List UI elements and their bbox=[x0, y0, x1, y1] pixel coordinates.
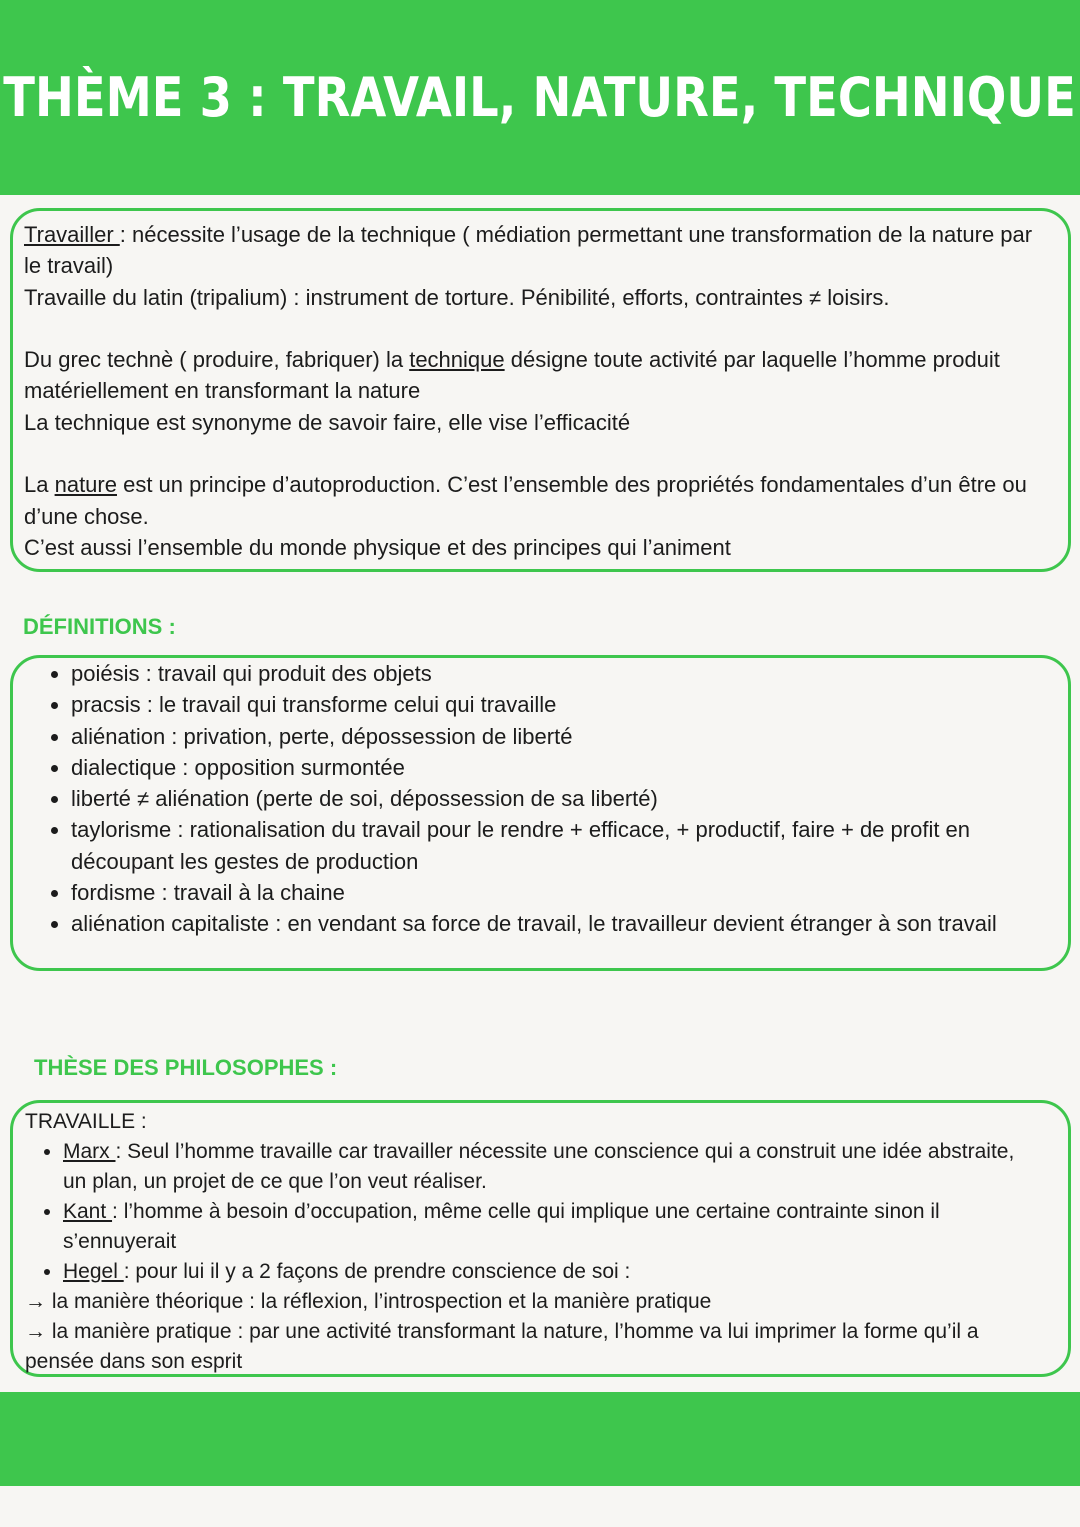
arrow-line: → la manière pratique : par une activité transformant la nature, l’homme va lui imprimer la forme qu’il a pensée dans son esprit bbox=[25, 1320, 979, 1373]
philosophers-list bbox=[25, 1137, 1038, 1287]
intro-paragraph-savoir-faire: La technique est synonyme de savoir faire, elle vise l’efficacité bbox=[24, 409, 631, 435]
theses-subheading: TRAVAILLE : bbox=[25, 1110, 147, 1133]
intro-text: est un principe d’autoproduction. C’est l’ensemble des propriétés fondamentales d’un être ou d’une chose. bbox=[24, 472, 1027, 529]
list-item: • poiésis : travail qui produit des objets bbox=[71, 658, 1054, 689]
list-item: • taylorisme : rationalisation du travail pour le rendre + efficace, + productif, faire + de profit en découpant les gestes de production bbox=[71, 814, 1054, 877]
philosopher-thesis: : pour lui il y a 2 façons de prendre conscience de soi : bbox=[123, 1260, 631, 1283]
intro-box bbox=[10, 208, 1071, 572]
list-item bbox=[63, 1197, 1038, 1257]
list-item: • pracsis : le travail qui transforme celui qui travaille bbox=[71, 689, 1054, 720]
intro-paragraph-monde: C’est aussi l’ensemble du monde physique et des principes qui l’animent bbox=[24, 534, 731, 560]
list-item bbox=[63, 1137, 1038, 1197]
list-item: • dialectique : opposition surmontée bbox=[71, 752, 1054, 783]
philosopher-thesis: : Seul l’homme travaille car travailler nécessite une conscience qui a construit une idée abstraite, un plan, un projet de ce que l’on veut réaliser. bbox=[63, 1140, 1015, 1193]
definitions-list bbox=[13, 658, 1054, 940]
title-banner bbox=[0, 0, 1080, 195]
intro-text: désigne toute activité par laquelle l’homme produit matériellement en transformant la nature bbox=[24, 347, 1000, 404]
philosopher-name: Hegel bbox=[63, 1260, 124, 1283]
term-technique: technique bbox=[409, 347, 505, 373]
definitions-heading: DÉFINITIONS : bbox=[23, 614, 176, 639]
intro-paragraph-technique bbox=[24, 344, 1048, 407]
philosopher-thesis: : l’homme à besoin d’occupation, même celle qui implique une certaine contrainte sinon il s’ennuyerait bbox=[63, 1200, 940, 1253]
arrow-line: → la manière théorique : la réflexion, l’introspection et la manière pratique bbox=[25, 1290, 712, 1313]
list-item: • liberté ≠ aliénation (perte de soi, dépossession de sa liberté) bbox=[71, 783, 1054, 814]
theses-box bbox=[10, 1100, 1071, 1377]
intro-paragraph-travailler bbox=[24, 219, 1048, 282]
definitions-box bbox=[10, 655, 1071, 971]
list-item bbox=[63, 1257, 1038, 1287]
list-item: • fordisme : travail à la chaine bbox=[71, 877, 1054, 908]
theses-heading: THÈSE DES PHILOSOPHES : bbox=[34, 1055, 338, 1080]
intro-text: Du grec technè ( produire, fabriquer) la bbox=[24, 347, 410, 373]
footer-banner bbox=[0, 1392, 1080, 1486]
intro-text: La bbox=[24, 472, 55, 498]
term-travailler: Travailler bbox=[24, 222, 120, 247]
intro-text: : nécessite l’usage de la technique ( médiation permettant une transformation de la nature par le travail) bbox=[24, 222, 1033, 279]
philosopher-name: Marx bbox=[63, 1140, 116, 1163]
intro-paragraph-nature bbox=[24, 469, 1048, 532]
page-title: THÈME 3 : TRAVAIL, NATURE, TECHNIQUE bbox=[3, 66, 1077, 129]
philosopher-name: Kant bbox=[63, 1200, 113, 1223]
list-item: • aliénation capitaliste : en vendant sa force de travail, le travailleur devient étranger à son travail bbox=[71, 908, 1054, 939]
list-item: • aliénation : privation, perte, dépossession de liberté bbox=[71, 721, 1054, 752]
intro-paragraph-etymology: Travaille du latin (tripalium) : instrument de torture. Pénibilité, efforts, contraintes ≠ loisirs. bbox=[24, 284, 890, 310]
term-nature: nature bbox=[54, 472, 117, 498]
